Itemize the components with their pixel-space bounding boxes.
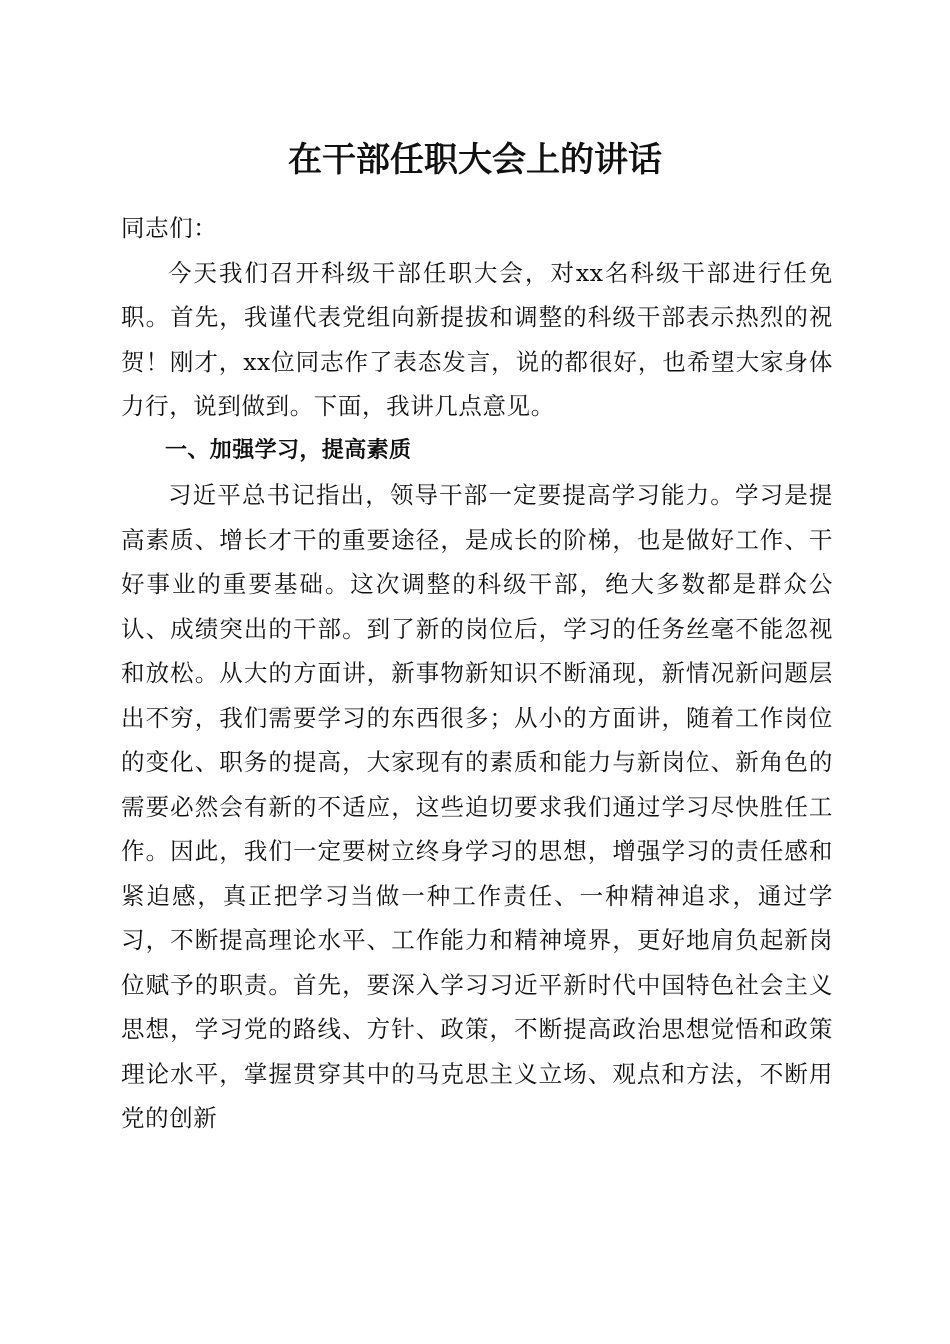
paragraph-opening: 今天我们召开科级干部任职大会，对xx名科级干部进行任免职。首先，我谨代表党组向新提拔和调整的科级干部表示热烈的祝贺！刚才，xx位同志作了表态发言，说的都很好，也希望大家身体力行，说到做到。下面，我讲几点意见。 [121,258,833,420]
section-heading-1: 一、加强学习，提高素质 [165,437,412,463]
document-title: 在干部任职大会上的讲话 [288,140,662,180]
paragraph-study: 习近平总书记指出，领导干部一定要提高学习能力。学习是提高素质、增长才干的重要途径，是成长的阶梯，也是做好工作、干好事业的重要基础。这次调整的科级干部，绝大多数都是群众公认、成绩突出的干部。到了新的岗位后，学习的任务丝毫不能忽视和放松。从大的方面讲，新事物新知识不断涌现，新情况新问题层出不穷，我们需要学习的东西很多；从小的方面讲，随着工作岗位的变化、职务的提高，大家现有的素质和能力与新岗位、新角色的需要必然会有新的不适应，这些迫切要求我们通过学习尽快胜任工作。因此，我们一定要树立终身学习的思想，增强学习的责任感和紧迫感，真正把学习当做一种工作责任、一种精神追求，通过学习，不断提高理论水平、工作能力和精神境界，更好地肩负起新岗位赋予的职责。首先，要深入学习习近平新时代中国特色社会主义思想，学习党的路线、方针、政策，不断提高政治思想觉悟和政策理论水平，掌握贯穿其中的马克思主义立场、观点和方法，不断用党的创新 [121,481,833,1132]
salutation: 同志们： [121,214,218,242]
document-body [121,206,833,1141]
